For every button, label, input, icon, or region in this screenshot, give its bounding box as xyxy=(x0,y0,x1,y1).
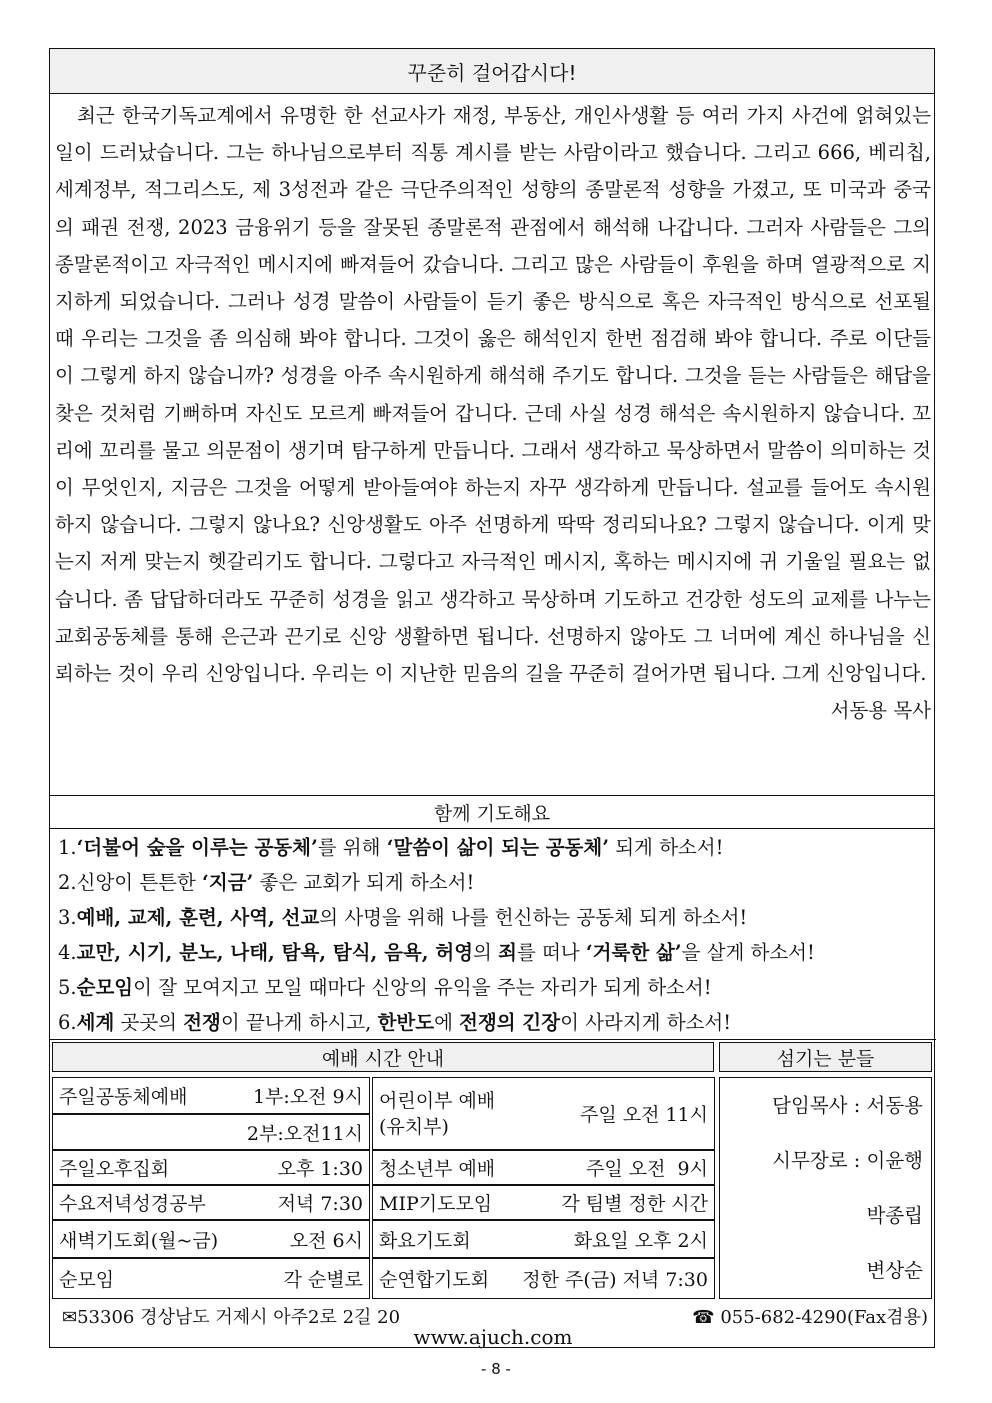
service-time: 각 팀별 정한 시간 xyxy=(561,1193,708,1215)
schedule-right-row xyxy=(372,1077,715,1150)
prayer-list xyxy=(58,830,928,1040)
prayer-text: 곳곳의 xyxy=(114,1011,184,1034)
prayer-text: 좋은 교회가 되게 하소서! xyxy=(253,871,475,894)
prayer-text: ‘거룩한 삶’ xyxy=(585,941,682,964)
schedule-right-row xyxy=(372,1185,715,1220)
address-text: 53306 경상남도 거제시 아주2로 2길 20 xyxy=(77,1307,401,1328)
prayer-text: 를 위해 xyxy=(317,836,387,859)
schedule-right-row xyxy=(372,1258,715,1299)
service-time: 정한 주(금) 저녁 7:30 xyxy=(522,1269,708,1291)
service-time: 주일 오전 9시 xyxy=(586,1158,708,1180)
phone-number: 055-682-4290(Fax겸용) xyxy=(720,1307,928,1328)
service-time: 저녁 7:30 xyxy=(277,1193,363,1215)
prayer-heading: 함께 기도해요 xyxy=(50,795,934,829)
prayer-text: 의 xyxy=(473,941,499,964)
service-time: 화요일 오후 2시 xyxy=(573,1229,708,1252)
service-name: 어린이부 예배 (유치부) xyxy=(379,1089,496,1138)
prayer-text: 5. xyxy=(58,976,77,999)
bulletin-page-frame xyxy=(49,48,935,1348)
service-name: 순연합기도회 xyxy=(379,1269,490,1291)
schedule-header-row xyxy=(50,1039,936,1075)
prayer-text: 한반도 xyxy=(377,1011,435,1034)
phone-icon: ☎ xyxy=(692,1307,715,1328)
prayer-item xyxy=(58,935,928,970)
prayer-text: 6. xyxy=(58,1011,77,1034)
schedule-left-row xyxy=(52,1114,370,1150)
essay-body: 최근 한국기독교계에서 유명한 한 선교사가 재정, 부동산, 개인사생활 등 여러 가지 사건에 얽혀있는 일이 드러났습니다. 그는 하나님으로부터 직통 계시를 받는 사람이라고 했습니다. 그리고 666, 베리칩, 세계정부, 적그리스도, 제 3성전과 같은 극단주의적인 성향의 종말론적 성향을 가졌고, 또 미국과 중국의 패권 전쟁, 2023 금융위기 등을 잘못된 종말론적 관점에서 해석해 나갑니다. 그러자 사람들은 그의 종말론적이고 자극적인 메시지에 빠져들어 갔습니다. 그리고 많은 사람들이 후원을 하며 열광적으로 지지하게 되었습니다. 그러나 성경 말씀이 사람들이 듣기 좋은 방식으로 혹은 자극적인 방식으로 선포될 때 우리는 그것을 좀 의심해 봐야 합니다. 그것이 옳은 해석인지 한번 점검해 봐야 합니다. 주로 이단들이 그렇게 하지 않습니까? 성경을 아주 속시원하게 해석해 주기도 합니다. 그것을 듣는 사람들은 해답을 찾은 것처럼 기뻐하며 자신도 모르게 빠져들어 갑니다. 근데 사실 성경 해석은 속시원하지 않습니다. 꼬리에 꼬리를 물고 의문점이 생기며 탐구하게 만듭니다. 그래서 생각하고 묵상하면서 말씀이 의미하는 것이 무엇인지, 지금은 그것을 어떻게 받아들여야 하는지 자꾸 생각하게 만듭니다. 설교를 들어도 속시원하지 않습니다. 그렇지 않나요? 신앙생활도 아주 선명하게 딱딱 정리되나요? 그렇지 않습니다. 이게 맞는지 저게 맞는지 헷갈리기도 합니다. 그렇다고 자극적인 메시지, 혹하는 메시지에 귀 기울일 필요는 없습니다. 좀 답답하더라도 꾸준히 성경을 읽고 생각하고 묵상하며 기도하고 건강한 성도의 교제를 나누는 교회공동체를 통해 은근과 끈기로 신앙 생활하면 됩니다. 선명하지 않아도 그 너머에 계신 하나님을 신뢰하는 것이 우리 신앙입니다. 우리는 이 지난한 믿음의 길을 꾸준히 걸어가면 됩니다. 그게 신앙입니다. xyxy=(55,104,931,686)
prayer-text: 전쟁의 긴장 xyxy=(459,1011,561,1034)
prayer-item xyxy=(58,900,928,935)
prayer-item xyxy=(58,865,928,900)
service-name: MIP기도모임 xyxy=(379,1193,493,1215)
website-url[interactable]: www.ajuch.com xyxy=(413,1325,573,1349)
service-time: 오후 1:30 xyxy=(277,1158,363,1180)
prayer-text: 순모임 xyxy=(76,976,134,999)
prayer-item xyxy=(58,970,928,1005)
prayer-text: 이 끝나게 하시고, xyxy=(220,1011,378,1034)
schedule-left-row xyxy=(52,1220,370,1258)
prayer-text: 죄 xyxy=(498,941,517,964)
service-time: 주일 오전 11시 xyxy=(579,1104,708,1126)
service-time: 2부:오전11시 xyxy=(246,1122,363,1145)
staff-heading: 섬기는 분들 xyxy=(719,1042,932,1072)
staff-line: 담임목사 : 서동용 xyxy=(772,1094,923,1117)
prayer-item xyxy=(58,1005,928,1040)
page-title: 꾸준히 걸어갑시다! xyxy=(50,49,934,94)
schedule-left-row xyxy=(52,1258,370,1299)
prayer-text: 되게 하소서! xyxy=(609,836,724,859)
prayer-text: 이 사라지게 하소서! xyxy=(560,1011,732,1034)
prayer-text: 세계 xyxy=(76,1011,115,1034)
service-name: 청소년부 예배 xyxy=(379,1158,496,1180)
staff-line: 박종립 xyxy=(866,1204,923,1227)
service-name: 수요저녁성경공부 xyxy=(59,1193,206,1215)
prayer-text: 2.신앙이 튼튼한 xyxy=(58,871,203,894)
schedule-right-row xyxy=(372,1150,715,1185)
service-time: 1부:오전 9시 xyxy=(252,1086,363,1108)
column-essay xyxy=(55,97,931,729)
service-time: 각 순별로 xyxy=(283,1269,363,1291)
prayer-text: 예배, 교제, 훈련, 사역, 선교 xyxy=(76,906,320,929)
prayer-text: 3. xyxy=(58,906,77,929)
prayer-text: 전쟁 xyxy=(183,1011,221,1034)
prayer-text: ‘지금’ xyxy=(202,871,254,894)
footer xyxy=(50,1299,936,1347)
schedule-left-row xyxy=(52,1150,370,1185)
schedule-left-row xyxy=(52,1077,370,1114)
schedule-heading: 예배 시간 안내 xyxy=(52,1042,714,1072)
service-name: 순모임 xyxy=(59,1269,115,1291)
staff-box xyxy=(719,1077,932,1299)
page-number: - 8 - xyxy=(481,1360,511,1378)
prayer-text: ‘말씀이 삶이 되는 공동체’ xyxy=(386,836,610,859)
staff-line: 시무장로 : 이윤행 xyxy=(772,1149,923,1172)
prayer-text: 를 떠나 xyxy=(516,941,586,964)
prayer-text: 4. xyxy=(58,941,77,964)
service-name: 화요기도회 xyxy=(379,1229,471,1252)
prayer-text: 의 사명을 위해 나를 헌신하는 공동체 되게 하소서! xyxy=(319,906,748,929)
service-name: 주일오후집회 xyxy=(59,1158,170,1180)
prayer-text: 을 살게 하소서! xyxy=(681,941,815,964)
essay-signature: 서동용 목사 xyxy=(830,699,931,723)
service-name: 주일공동체예배 xyxy=(59,1086,188,1108)
prayer-text: 1. xyxy=(58,836,77,859)
service-time: 오전 6시 xyxy=(289,1229,363,1252)
service-name: 새벽기도회(월~금) xyxy=(59,1229,219,1252)
prayer-text: 에 xyxy=(434,1011,460,1034)
prayer-text: 이 잘 모여지고 모일 때마다 신앙의 유익을 주는 자리가 되게 하소서! xyxy=(133,976,712,999)
schedule-left-row xyxy=(52,1185,370,1220)
mail-icon: ✉ xyxy=(62,1307,78,1328)
staff-line: 변상순 xyxy=(866,1259,923,1282)
schedule-right-row xyxy=(372,1220,715,1258)
prayer-text: 교만, 시기, 분노, 나태, 탐욕, 탐식, 음욕, 허영 xyxy=(76,941,474,964)
prayer-item xyxy=(58,830,928,865)
prayer-text: ‘더불어 숲을 이루는 공동체’ xyxy=(76,836,318,859)
